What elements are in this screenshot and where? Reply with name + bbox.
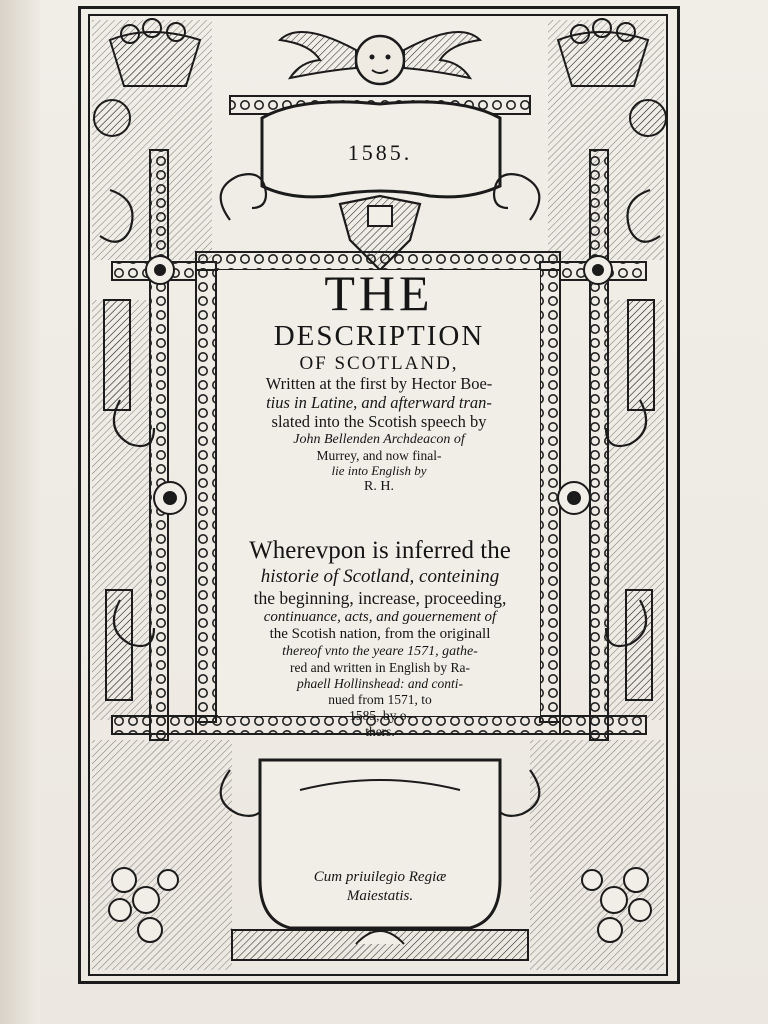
whereupon-line: 1585, by o- bbox=[349, 708, 411, 724]
whereupon-line: phaell Hollinshead: and conti- bbox=[296, 676, 464, 692]
whereupon-line: red and written in English by Ra- bbox=[290, 660, 470, 676]
whereupon-line: historie of Scotland, conteining bbox=[260, 565, 500, 587]
text-line: tius in Latine, and afterward tran- bbox=[266, 393, 492, 413]
privilege-line: Maiestatis. bbox=[346, 887, 414, 904]
privilege-block bbox=[270, 868, 490, 906]
text-line: lie into English by bbox=[331, 462, 427, 478]
title-block bbox=[218, 265, 540, 495]
whereupon-line: thereof vnto the yeare 1571, gathe- bbox=[282, 643, 478, 659]
whereupon-line: nued from 1571, to bbox=[328, 692, 432, 708]
privilege-line: Cum priuilegio Regiæ bbox=[313, 869, 447, 885]
winged-head-ornament bbox=[280, 32, 480, 84]
text-line: R. H. bbox=[364, 478, 394, 494]
text-line: Written at the first by Hector Boe- bbox=[265, 374, 493, 394]
whereupon-line: continuance, acts, and gouernement of bbox=[263, 608, 497, 625]
text-line: slated into the Scotish speech by bbox=[271, 412, 487, 432]
lion-mask-left bbox=[94, 100, 130, 136]
publication-date: 1585. bbox=[347, 140, 413, 165]
text-line: John Bellenden Archdeacon of bbox=[293, 432, 465, 448]
whereupon-block bbox=[214, 536, 546, 740]
whereupon-line: Wherevpon is inferred the bbox=[249, 537, 511, 564]
title-of-scotland: OF SCOTLAND, bbox=[299, 353, 459, 375]
whereupon-line: thers. bbox=[365, 724, 395, 740]
whereupon-line: the beginning, increase, proceeding, bbox=[253, 587, 507, 608]
title-description: DESCRIPTION bbox=[273, 320, 485, 352]
lion-mask-right bbox=[630, 100, 666, 136]
text-line: Murrey, and now final- bbox=[316, 448, 442, 464]
whereupon-line: the Scotish nation, from the originall bbox=[269, 626, 491, 643]
title-the: THE bbox=[324, 265, 434, 321]
